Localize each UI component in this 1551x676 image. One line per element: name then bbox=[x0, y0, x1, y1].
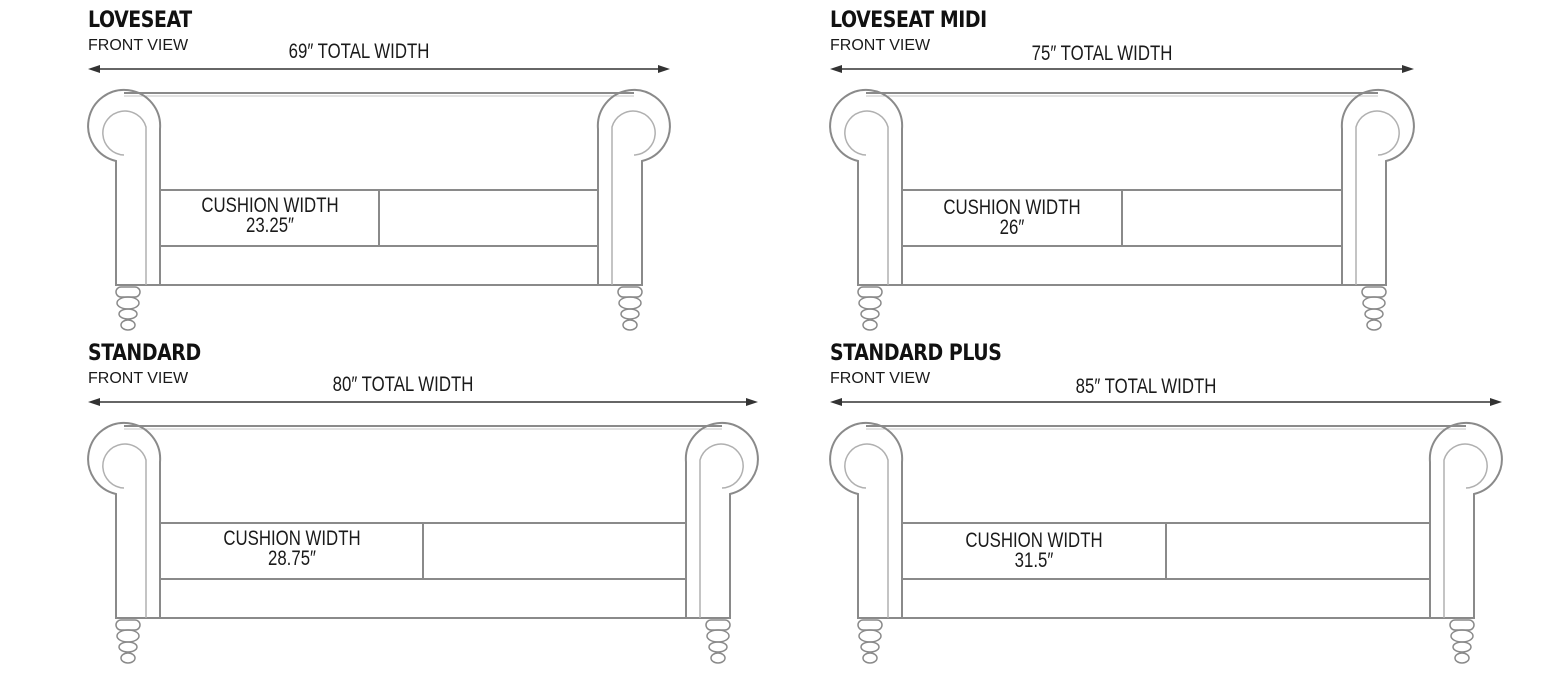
right-arm-scroll bbox=[700, 444, 743, 618]
total-width-label: 85″ TOTAL WIDTH bbox=[1075, 375, 1217, 398]
leg-ring bbox=[1362, 287, 1386, 297]
cushion-width-caption: CUSHION WIDTH bbox=[200, 194, 339, 217]
dimension-arrowhead-right bbox=[746, 398, 758, 406]
dimension-arrowhead-left bbox=[88, 398, 100, 406]
total-width-label: 80″ TOTAL WIDTH bbox=[332, 373, 474, 396]
cushion-width-label bbox=[201, 196, 338, 236]
view-label: FRONT VIEW bbox=[88, 370, 189, 387]
sofa-front-view-drawing bbox=[88, 8, 848, 343]
leg-ring bbox=[858, 287, 882, 297]
leg-ring bbox=[1450, 620, 1474, 630]
leg-ring bbox=[116, 287, 140, 297]
leg-bulb bbox=[1451, 630, 1473, 642]
right-arm bbox=[686, 423, 758, 618]
view-label: FRONT VIEW bbox=[88, 37, 189, 54]
cushion-width-value: 31.5″ bbox=[1014, 549, 1054, 572]
sofa-model-title: LOVESEAT MIDI bbox=[830, 8, 987, 33]
view-label: FRONT VIEW bbox=[830, 37, 931, 54]
sofa-diagram-standard bbox=[88, 341, 848, 676]
leg-foot bbox=[863, 320, 877, 330]
leg-ring bbox=[618, 287, 642, 297]
cushion-width-value: 28.75″ bbox=[267, 547, 316, 570]
right-arm-scroll bbox=[1444, 444, 1487, 618]
sofa-model-title: STANDARD PLUS bbox=[830, 341, 1002, 366]
leg-ring bbox=[116, 620, 140, 630]
seat-cushion-right bbox=[423, 523, 686, 579]
leg-bulb bbox=[709, 642, 727, 652]
leg-foot bbox=[863, 653, 877, 663]
sofa-model-title: STANDARD bbox=[88, 341, 201, 366]
cushion-width-label bbox=[943, 198, 1080, 238]
cushion-width-label bbox=[223, 529, 360, 569]
leg-bulb bbox=[859, 297, 881, 309]
cushion-width-value: 23.25″ bbox=[245, 214, 294, 237]
dimension-arrowhead-left bbox=[830, 65, 842, 73]
seat-cushion-right bbox=[1166, 523, 1430, 579]
leg-bulb bbox=[117, 630, 139, 642]
dimension-arrowhead-right bbox=[1402, 65, 1414, 73]
leg-bulb bbox=[707, 630, 729, 642]
left-arm bbox=[830, 90, 902, 285]
leg-bulb bbox=[1363, 297, 1385, 309]
left-arm bbox=[88, 423, 160, 618]
right-arm bbox=[1430, 423, 1502, 618]
left-arm-scroll bbox=[103, 111, 146, 285]
leg-foot bbox=[711, 653, 725, 663]
dimension-arrowhead-right bbox=[658, 65, 670, 73]
seat-cushion-right bbox=[1122, 190, 1342, 246]
leg-bulb bbox=[861, 309, 879, 319]
leg-bulb bbox=[859, 630, 881, 642]
sofa-front-view-drawing bbox=[830, 8, 1551, 343]
cushion-width-caption: CUSHION WIDTH bbox=[965, 529, 1103, 552]
leg-ring bbox=[858, 620, 882, 630]
sofa-diagram-loveseat-midi bbox=[830, 8, 1551, 343]
sofa-diagram-standard-plus bbox=[830, 341, 1551, 676]
cushion-width-label bbox=[965, 531, 1102, 571]
cushion-width-caption: CUSHION WIDTH bbox=[222, 527, 361, 550]
leg-foot bbox=[1367, 320, 1381, 330]
leg-bulb bbox=[861, 642, 879, 652]
leg-bulb bbox=[117, 297, 139, 309]
seat-cushion-right bbox=[379, 190, 598, 246]
total-width-label: 75″ TOTAL WIDTH bbox=[1031, 42, 1173, 65]
sofa-diagram-loveseat bbox=[88, 8, 848, 343]
leg-bulb bbox=[1365, 309, 1383, 319]
leg-bulb bbox=[621, 309, 639, 319]
right-arm-scroll bbox=[1356, 111, 1399, 285]
cushion-width-caption: CUSHION WIDTH bbox=[943, 196, 1081, 219]
right-arm bbox=[1342, 90, 1414, 285]
leg-bulb bbox=[619, 297, 641, 309]
left-arm-scroll bbox=[845, 444, 888, 618]
left-arm-scroll bbox=[845, 111, 888, 285]
total-width-label: 69″ TOTAL WIDTH bbox=[288, 40, 430, 63]
leg-foot bbox=[1455, 653, 1469, 663]
view-label: FRONT VIEW bbox=[830, 370, 931, 387]
leg-bulb bbox=[1453, 642, 1471, 652]
leg-bulb bbox=[119, 309, 137, 319]
cushion-width-value: 26″ bbox=[999, 216, 1025, 239]
leg-bulb bbox=[119, 642, 137, 652]
leg-foot bbox=[623, 320, 637, 330]
left-arm bbox=[830, 423, 902, 618]
leg-ring bbox=[706, 620, 730, 630]
dimension-arrowhead-left bbox=[830, 398, 842, 406]
leg-foot bbox=[121, 320, 135, 330]
dimension-arrowhead-left bbox=[88, 65, 100, 73]
right-arm-scroll bbox=[612, 111, 655, 285]
sofa-model-title: LOVESEAT bbox=[88, 8, 192, 33]
dimension-arrowhead-right bbox=[1490, 398, 1502, 406]
left-arm bbox=[88, 90, 160, 285]
left-arm-scroll bbox=[103, 444, 146, 618]
leg-foot bbox=[121, 653, 135, 663]
right-arm bbox=[598, 90, 670, 285]
